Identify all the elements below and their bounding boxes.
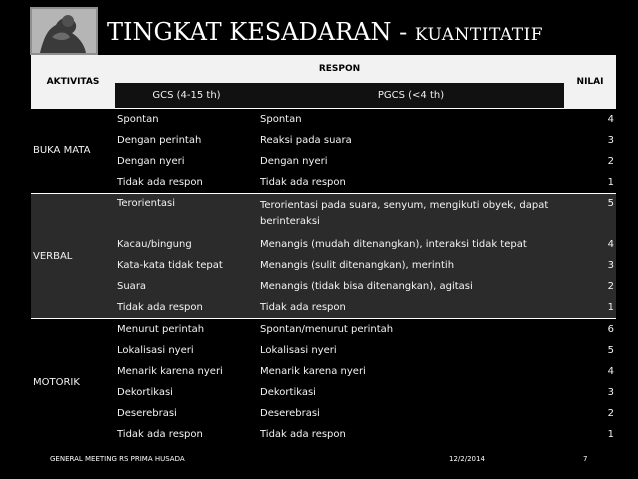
header-pgcs: PGCS (<4 th) — [258, 83, 564, 109]
table-row — [31, 424, 616, 445]
gcs-cell: Kacau/bingung — [115, 234, 258, 255]
header-respon: RESPON — [115, 55, 564, 83]
gcs-cell: Lokalisasi nyeri — [115, 340, 258, 361]
group-label-buka-mata: BUKA MATA — [31, 109, 115, 194]
nilai-cell: 4 — [564, 109, 616, 131]
table-row — [31, 382, 616, 403]
pgcs-cell: Spontan — [258, 109, 564, 131]
table-row — [31, 276, 616, 297]
table-row — [31, 297, 616, 319]
gcs-cell: Tidak ada respon — [115, 172, 258, 194]
gcs-cell: Tidak ada respon — [115, 297, 258, 319]
nilai-cell: 3 — [564, 130, 616, 151]
table-row — [31, 255, 616, 276]
gcs-cell: Spontan — [115, 109, 258, 131]
nilai-cell: 4 — [564, 234, 616, 255]
pgcs-cell: Reaksi pada suara — [258, 130, 564, 151]
pgcs-cell: Terorientasi pada suara, senyum, mengikuti obyek, dapat berinteraksi — [258, 194, 564, 235]
table-row — [31, 109, 616, 131]
gcs-cell: Kata-kata tidak tepat — [115, 255, 258, 276]
sculpture-thinker-icon — [30, 7, 98, 55]
footer-organization: GENERAL MEETING RS PRIMA HUSADA — [50, 455, 185, 463]
pgcs-cell: Dekortikasi — [258, 382, 564, 403]
gcs-cell: Dekortikasi — [115, 382, 258, 403]
nilai-cell: 2 — [564, 403, 616, 424]
nilai-cell: 5 — [564, 340, 616, 361]
gcs-cell: Deserebrasi — [115, 403, 258, 424]
group-label-verbal: VERBAL — [31, 194, 115, 319]
pgcs-cell: Lokalisasi nyeri — [258, 340, 564, 361]
table-row — [31, 319, 616, 341]
table-row — [31, 172, 616, 194]
nilai-cell: 2 — [564, 276, 616, 297]
gcs-cell: Suara — [115, 276, 258, 297]
nilai-cell: 6 — [564, 319, 616, 341]
gcs-cell: Menurut perintah — [115, 319, 258, 341]
pgcs-cell: Spontan/menurut perintah — [258, 319, 564, 341]
table-row — [31, 234, 616, 255]
gcs-cell: Tidak ada respon — [115, 424, 258, 445]
pgcs-cell: Menangis (tidak bisa ditenangkan), agitasi — [258, 276, 564, 297]
table-row — [31, 130, 616, 151]
table-row — [31, 340, 616, 361]
title-sub: KUANTITATIF — [414, 25, 544, 45]
page-number: 7 — [583, 455, 588, 463]
table-row — [31, 194, 616, 235]
nilai-cell: 3 — [564, 255, 616, 276]
table-row — [31, 403, 616, 424]
nilai-cell: 1 — [564, 172, 616, 194]
gcs-table — [31, 55, 616, 445]
slide-title — [107, 18, 543, 49]
header-aktivitas: AKTIVITAS — [31, 55, 115, 109]
pgcs-cell: Tidak ada respon — [258, 297, 564, 319]
group-label-motorik: MOTORIK — [31, 319, 115, 446]
pgcs-cell: Deserebrasi — [258, 403, 564, 424]
nilai-cell: 1 — [564, 424, 616, 445]
pgcs-cell: Tidak ada respon — [258, 424, 564, 445]
pgcs-cell: Menangis (mudah ditenangkan), interaksi tidak tepat — [258, 234, 564, 255]
pgcs-cell: Tidak ada respon — [258, 172, 564, 194]
table-subheader-row — [31, 83, 616, 109]
pgcs-cell: Dengan nyeri — [258, 151, 564, 172]
title-main: TINGKAT KESADARAN - — [107, 18, 415, 46]
table-row — [31, 361, 616, 382]
gcs-cell: Dengan perintah — [115, 130, 258, 151]
nilai-cell: 1 — [564, 297, 616, 319]
gcs-cell: Terorientasi — [115, 194, 258, 235]
nilai-cell: 2 — [564, 151, 616, 172]
pgcs-cell: Menarik karena nyeri — [258, 361, 564, 382]
gcs-cell: Menarik karena nyeri — [115, 361, 258, 382]
table-row — [31, 151, 616, 172]
nilai-cell: 5 — [564, 194, 616, 235]
gcs-cell: Dengan nyeri — [115, 151, 258, 172]
nilai-cell: 3 — [564, 382, 616, 403]
header-gcs: GCS (4-15 th) — [115, 83, 258, 109]
nilai-cell: 4 — [564, 361, 616, 382]
table-header-row — [31, 55, 616, 83]
footer-date: 12/2/2014 — [449, 455, 485, 463]
pgcs-cell: Menangis (sulit ditenangkan), merintih — [258, 255, 564, 276]
header-nilai: NILAI — [564, 55, 616, 109]
